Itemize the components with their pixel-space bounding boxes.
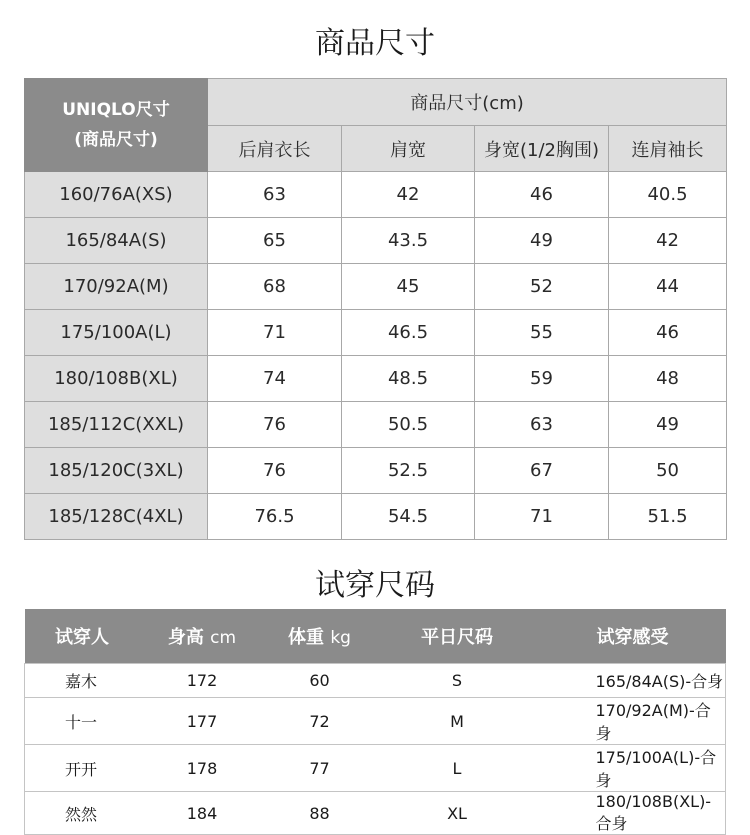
person-name: 开开 xyxy=(25,745,140,792)
table-cell: 44 xyxy=(609,264,727,310)
table-cell: 63 xyxy=(475,402,609,448)
table-cell: 67 xyxy=(475,448,609,494)
table-cell: 45 xyxy=(342,264,475,310)
table-cell: 42 xyxy=(609,218,727,264)
table-cell: 49 xyxy=(609,402,727,448)
table-row xyxy=(25,264,727,310)
col-usual-size-label: 平日尺码 xyxy=(421,627,493,648)
table-cell: 51.5 xyxy=(609,494,727,540)
person-usual-size: L xyxy=(375,745,540,792)
table-cell: 71 xyxy=(475,494,609,540)
col-sleeve-length: 连肩袖长 xyxy=(609,126,727,172)
table-row xyxy=(25,402,727,448)
table-row xyxy=(25,494,727,540)
table-cell: 76 xyxy=(208,402,342,448)
table-cell: 63 xyxy=(208,172,342,218)
person-name: 十一 xyxy=(25,698,140,745)
col-back-length: 后肩衣长 xyxy=(208,126,342,172)
size-label: 175/100A(L) xyxy=(25,310,208,356)
table-cell: 52 xyxy=(475,264,609,310)
col-shoulder-width: 肩宽 xyxy=(342,126,475,172)
measurement-group-header: 商品尺寸(cm) xyxy=(208,79,727,126)
person-fit-feel: 170/92A(M)-合身 xyxy=(540,698,726,745)
size-label: 185/120C(3XL) xyxy=(25,448,208,494)
table-cell: 50 xyxy=(609,448,727,494)
size-label: 185/112C(XXL) xyxy=(25,402,208,448)
table-cell: 76.5 xyxy=(208,494,342,540)
col-body-width: 身宽(1/2胸围) xyxy=(475,126,609,172)
size-section-title: 商品尺寸 xyxy=(315,26,435,61)
col-weight xyxy=(265,609,375,664)
brand-size-sublabel: (商品尺寸) xyxy=(74,130,158,150)
person-name: 嘉木 xyxy=(25,664,140,698)
person-fit-feel: 180/108B(XL)-合身 xyxy=(540,792,726,835)
table-row xyxy=(25,172,727,218)
col-person-label: 试穿人 xyxy=(55,627,109,648)
table-row xyxy=(25,448,727,494)
table-row xyxy=(25,698,726,745)
person-height: 172 xyxy=(140,664,265,698)
person-name: 然然 xyxy=(25,792,140,835)
table-row xyxy=(25,792,726,835)
table-cell: 46 xyxy=(475,172,609,218)
size-label: 165/84A(S) xyxy=(25,218,208,264)
person-fit-feel: 165/84A(S)-合身 xyxy=(540,664,726,698)
person-usual-size: XL xyxy=(375,792,540,835)
table-cell: 49 xyxy=(475,218,609,264)
size-label: 170/92A(M) xyxy=(25,264,208,310)
col-height-label: 身高 xyxy=(167,627,204,648)
person-usual-size: S xyxy=(375,664,540,698)
table-cell: 52.5 xyxy=(342,448,475,494)
table-row xyxy=(25,218,727,264)
person-height: 178 xyxy=(140,745,265,792)
person-weight: 77 xyxy=(265,745,375,792)
col-weight-label: 体重 xyxy=(288,627,325,648)
table-cell: 46.5 xyxy=(342,310,475,356)
weight-unit: kg xyxy=(330,628,351,648)
table-cell: 74 xyxy=(208,356,342,402)
table-row xyxy=(25,664,726,698)
table-cell: 71 xyxy=(208,310,342,356)
person-weight: 60 xyxy=(265,664,375,698)
fit-table xyxy=(24,609,726,835)
table-cell: 68 xyxy=(208,264,342,310)
col-fit-feel xyxy=(540,609,726,664)
person-height: 184 xyxy=(140,792,265,835)
size-label: 180/108B(XL) xyxy=(25,356,208,402)
col-height xyxy=(140,609,265,664)
table-cell: 46 xyxy=(609,310,727,356)
table-cell: 54.5 xyxy=(342,494,475,540)
table-cell: 48.5 xyxy=(342,356,475,402)
person-height: 177 xyxy=(140,698,265,745)
table-cell: 42 xyxy=(342,172,475,218)
size-label: 185/128C(4XL) xyxy=(25,494,208,540)
table-cell: 65 xyxy=(208,218,342,264)
table-row xyxy=(25,745,726,792)
table-cell: 76 xyxy=(208,448,342,494)
table-row xyxy=(25,356,727,402)
table-cell: 59 xyxy=(475,356,609,402)
fit-table-wrapper xyxy=(24,609,725,835)
brand-size-label: UNIQLO尺寸 xyxy=(62,100,170,120)
table-row xyxy=(25,310,727,356)
brand-size-header xyxy=(25,79,208,172)
size-label: 160/76A(XS) xyxy=(25,172,208,218)
person-usual-size: M xyxy=(375,698,540,745)
col-usual-size xyxy=(375,609,540,664)
person-weight: 88 xyxy=(265,792,375,835)
height-unit: cm xyxy=(210,628,237,648)
person-weight: 72 xyxy=(265,698,375,745)
table-cell: 43.5 xyxy=(342,218,475,264)
table-cell: 50.5 xyxy=(342,402,475,448)
col-person xyxy=(25,609,140,664)
table-cell: 48 xyxy=(609,356,727,402)
fit-section-title: 试穿尺码 xyxy=(315,568,435,603)
person-fit-feel: 175/100A(L)-合身 xyxy=(540,745,726,792)
size-table xyxy=(24,78,727,540)
col-fit-feel-label: 试穿感受 xyxy=(596,627,669,648)
table-cell: 55 xyxy=(475,310,609,356)
table-cell: 40.5 xyxy=(609,172,727,218)
